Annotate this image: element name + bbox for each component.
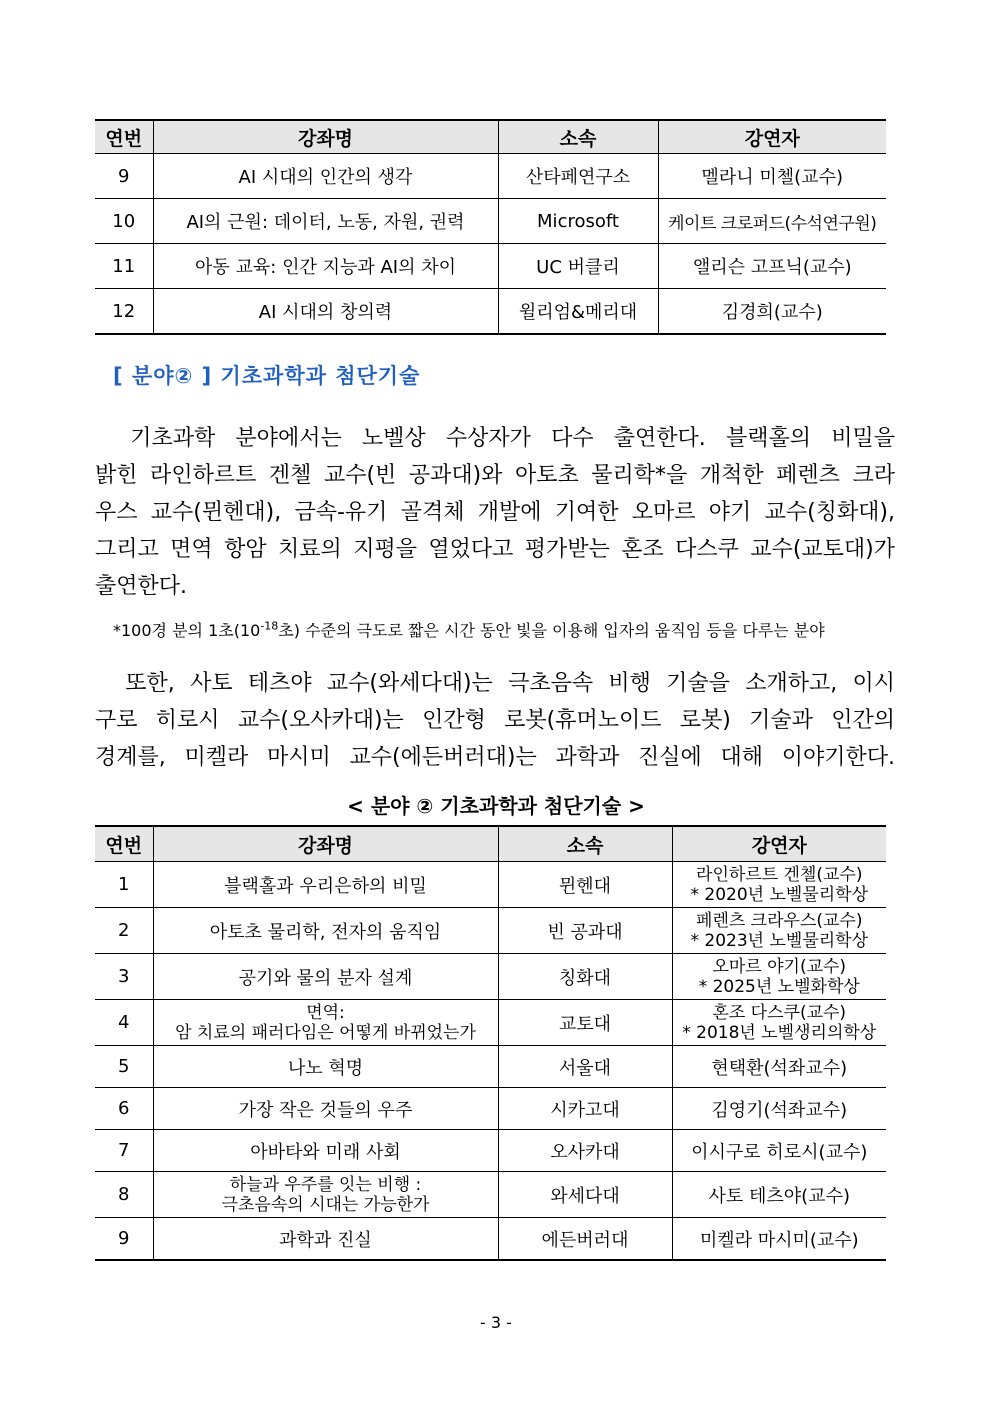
paragraph-line: 구로 히로시 교수(오사카대)는 인간형 로봇(휴머노이드 로봇) 기술과 인간의 bbox=[95, 708, 895, 733]
cell-speaker bbox=[672, 1000, 886, 1046]
table-row bbox=[95, 154, 886, 199]
table-header-row bbox=[95, 826, 886, 862]
cell-no: 9 bbox=[95, 1218, 153, 1261]
speaker-note: * 2025년 노벨화학상 bbox=[698, 976, 860, 997]
speaker-note: * 2020년 노벨물리학상 bbox=[690, 884, 869, 905]
speaker-name: 라인하르트 겐첼(교수) bbox=[696, 864, 863, 885]
table-caption: < 분야 ② 기초과학과 첨단기술 > bbox=[347, 794, 645, 818]
lecture-table-science bbox=[95, 825, 886, 1261]
cell-no: 10 bbox=[95, 199, 153, 244]
header-no: 연번 bbox=[95, 826, 153, 862]
cell-no: 2 bbox=[95, 908, 153, 954]
table-row bbox=[95, 289, 886, 335]
cell-affiliation: 빈 공과대 bbox=[498, 908, 672, 954]
cell-title: 아바타와 미래 사회 bbox=[153, 1130, 498, 1172]
footnote-text: 초) 수준의 극도로 짧은 시간 동안 빛을 이용해 입자의 움직임 등을 다루는 분야 bbox=[278, 621, 825, 640]
table-row bbox=[95, 199, 886, 244]
cell-no: 5 bbox=[95, 1046, 153, 1088]
paragraph-line: 기초과학 분야에서는 노벨상 수상자가 다수 출연한다. 블랙홀의 비밀을 bbox=[95, 426, 895, 451]
cell-speaker: 사토 테츠야(교수) bbox=[672, 1172, 886, 1218]
cell-title: 공기와 물의 분자 설계 bbox=[153, 954, 498, 1000]
cell-speaker bbox=[672, 908, 886, 954]
cell-title: AI의 근원: 데이터, 노동, 자원, 권력 bbox=[153, 199, 498, 244]
speaker-name: 페렌츠 크라우스(교수) bbox=[696, 910, 863, 931]
cell-title: 블랙홀과 우리은하의 비밀 bbox=[153, 862, 498, 908]
cell-speaker: 현택환(석좌교수) bbox=[672, 1046, 886, 1088]
cell-affiliation: 칭화대 bbox=[498, 954, 672, 1000]
paragraph-line: 또한, 사토 테츠야 교수(와세다대)는 극초음속 비행 기술을 소개하고, 이시 bbox=[95, 671, 895, 696]
header-title: 강좌명 bbox=[153, 826, 498, 862]
body-paragraph-robotics bbox=[95, 665, 895, 776]
paragraph-line: 경계를, 미켈라 마시미 교수(에든버러대)는 과학과 진실에 대해 이야기한다. bbox=[95, 745, 895, 770]
paragraph-line: 출연한다. bbox=[95, 574, 188, 599]
paragraph-line: 우스 교수(뮌헨대), 금속-유기 골격체 개발에 기여한 오마르 야기 교수(칭화대), bbox=[95, 500, 895, 525]
cell-speaker: 케이트 크로퍼드(수석연구원) bbox=[658, 199, 886, 244]
cell-title: 과학과 진실 bbox=[153, 1218, 498, 1261]
header-title: 강좌명 bbox=[153, 120, 498, 154]
cell-no: 6 bbox=[95, 1088, 153, 1130]
cell-affiliation: 서울대 bbox=[498, 1046, 672, 1088]
table-row bbox=[95, 1046, 886, 1088]
cell-title: 아동 교육: 인간 지능과 AI의 차이 bbox=[153, 244, 498, 289]
lecture-table-ai bbox=[95, 119, 886, 335]
cell-title: 가장 작은 것들의 우주 bbox=[153, 1088, 498, 1130]
cell-speaker: 이시구로 히로시(교수) bbox=[672, 1130, 886, 1172]
title-line: 면역: bbox=[306, 1002, 345, 1023]
cell-no: 8 bbox=[95, 1172, 153, 1218]
footnote-exponent: -18 bbox=[260, 619, 279, 633]
title-line: 암 치료의 패러다임은 어떻게 바뀌었는가 bbox=[175, 1022, 476, 1043]
cell-affiliation: 뮌헨대 bbox=[498, 862, 672, 908]
header-no: 연번 bbox=[95, 120, 153, 154]
cell-speaker: 김영기(석좌교수) bbox=[672, 1088, 886, 1130]
cell-title: 아토초 물리학, 전자의 움직임 bbox=[153, 908, 498, 954]
header-affiliation: 소속 bbox=[498, 120, 658, 154]
body-paragraph-science bbox=[95, 420, 895, 605]
speaker-note: * 2023년 노벨물리학상 bbox=[690, 930, 869, 951]
cell-title: AI 시대의 인간의 생각 bbox=[153, 154, 498, 199]
header-speaker: 강연자 bbox=[672, 826, 886, 862]
table-row bbox=[95, 1130, 886, 1172]
footnote-text: *100경 분의 1초(10 bbox=[113, 621, 261, 640]
cell-speaker bbox=[672, 954, 886, 1000]
cell-speaker bbox=[672, 862, 886, 908]
cell-affiliation: 산타페연구소 bbox=[498, 154, 658, 199]
cell-no: 7 bbox=[95, 1130, 153, 1172]
cell-no: 4 bbox=[95, 1000, 153, 1046]
table-row bbox=[95, 1172, 886, 1218]
header-speaker: 강연자 bbox=[658, 120, 886, 154]
cell-title: AI 시대의 창의력 bbox=[153, 289, 498, 335]
table-row bbox=[95, 908, 886, 954]
cell-affiliation: Microsoft bbox=[498, 199, 658, 244]
cell-title bbox=[153, 1000, 498, 1046]
cell-affiliation: 교토대 bbox=[498, 1000, 672, 1046]
cell-title bbox=[153, 1172, 498, 1218]
cell-speaker: 멜라니 미첼(교수) bbox=[658, 154, 886, 199]
cell-affiliation: 윌리엄&메리대 bbox=[498, 289, 658, 335]
cell-affiliation: 에든버러대 bbox=[498, 1218, 672, 1261]
cell-no: 11 bbox=[95, 244, 153, 289]
cell-affiliation: UC 버클리 bbox=[498, 244, 658, 289]
cell-title: 나노 혁명 bbox=[153, 1046, 498, 1088]
cell-no: 12 bbox=[95, 289, 153, 335]
cell-affiliation: 오사카대 bbox=[498, 1130, 672, 1172]
speaker-name: 혼조 다스쿠(교수) bbox=[712, 1002, 847, 1023]
header-affiliation: 소속 bbox=[498, 826, 672, 862]
cell-speaker: 미켈라 마시미(교수) bbox=[672, 1218, 886, 1261]
cell-no: 1 bbox=[95, 862, 153, 908]
table-row bbox=[95, 1218, 886, 1261]
table-row bbox=[95, 862, 886, 908]
speaker-note: * 2018년 노벨생리의학상 bbox=[682, 1022, 877, 1043]
cell-no: 3 bbox=[95, 954, 153, 1000]
cell-speaker: 앨리슨 고프닉(교수) bbox=[658, 244, 886, 289]
table-header-row bbox=[95, 120, 886, 154]
cell-speaker: 김경희(교수) bbox=[658, 289, 886, 335]
cell-affiliation: 와세다대 bbox=[498, 1172, 672, 1218]
footnote bbox=[113, 618, 825, 641]
section-title: [ 분야② ] 기초과학과 첨단기술 bbox=[113, 364, 421, 388]
paragraph-line: 밝힌 라인하르트 겐첼 교수(빈 공과대)와 아토초 물리학*을 개척한 페렌츠 크라 bbox=[95, 463, 895, 488]
paragraph-line: 그리고 면역 항암 치료의 지평을 열었다고 평가받는 혼조 다스쿠 교수(교토대)가 bbox=[95, 537, 895, 562]
page-number: - 3 - bbox=[480, 1313, 512, 1332]
table-row bbox=[95, 1088, 886, 1130]
table-row bbox=[95, 954, 886, 1000]
title-line: 하늘과 우주를 잇는 비행 : bbox=[229, 1174, 422, 1195]
speaker-name: 오마르 야기(교수) bbox=[712, 956, 847, 977]
cell-no: 9 bbox=[95, 154, 153, 199]
title-line: 극초음속의 시대는 가능한가 bbox=[221, 1194, 430, 1215]
cell-affiliation: 시카고대 bbox=[498, 1088, 672, 1130]
table-row bbox=[95, 1000, 886, 1046]
table-row bbox=[95, 244, 886, 289]
